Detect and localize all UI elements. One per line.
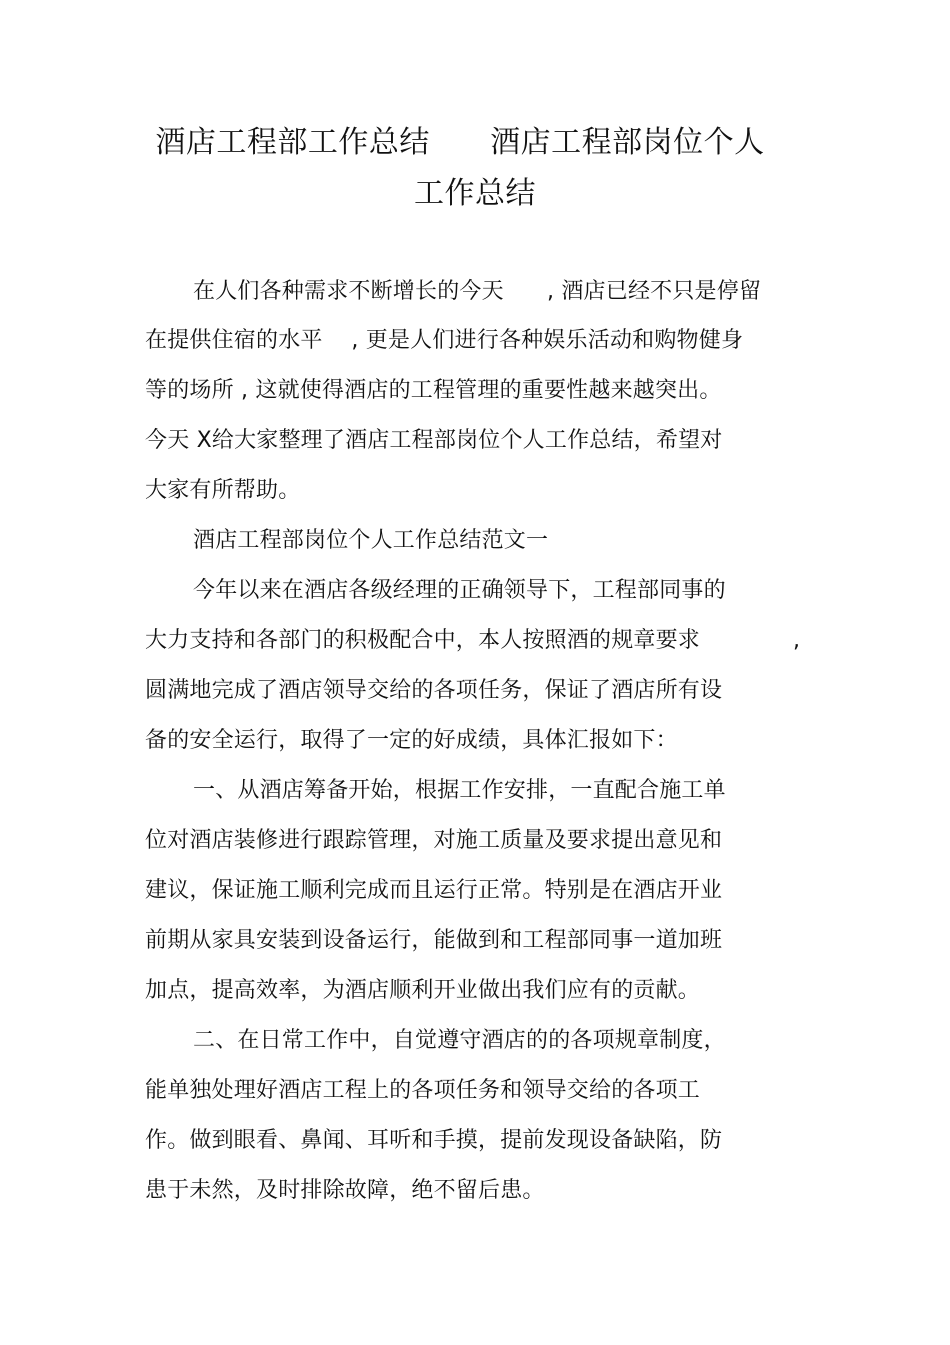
paragraph-line: 圆满地完成了酒店领导交给的各项任务，保证了酒店所有设 <box>145 678 723 703</box>
document-title-line-2: 工作总结 <box>414 176 536 211</box>
paragraph-line: 在人们各种需求不断增长的今天 , 酒店已经不只是停留 <box>193 279 762 304</box>
paragraph-line: 位对酒店装修进行跟踪管理，对施工质量及要求提出意见和 <box>145 828 723 853</box>
paragraph-line: 在提供住宿的水平 , 更是人们进行各种娱乐活动和购物健身 <box>145 328 744 353</box>
paragraph-line: 今年以来在酒店各级经理的正确领导下，工程部同事的 <box>193 578 726 603</box>
paragraph-line: 二、在日常工作中，自觉遵守酒店的的各项规章制度， <box>193 1028 726 1053</box>
section-heading: 酒店工程部岗位个人工作总结范文一 <box>193 528 549 553</box>
document-title-line-1: 酒店工程部工作总结 酒店工程部岗位个人 <box>155 125 765 160</box>
paragraph-line: 大家有所帮助。 <box>145 478 301 503</box>
paragraph-line: 加点，提高效率，为酒店顺利开业做出我们应有的贡献。 <box>145 978 701 1003</box>
paragraph-line: 大力支持和各部门的积极配合中，本人按照酒的规章要求 <box>145 628 701 653</box>
paragraph-line: 患于未然，及时排除故障，绝不留后患。 <box>145 1178 545 1203</box>
paragraph-line: 今天 X给大家整理了酒店工程部岗位个人工作总结，希望对 <box>145 428 723 453</box>
paragraph-line: 等的场所 , 这就使得酒店的工程管理的重要性越来越突出。 <box>145 378 722 403</box>
paragraph-line: 一、从酒店筹备开始，根据工作安排，一直配合施工单 <box>193 778 726 803</box>
paragraph-line: 备的安全运行，取得了一定的好成绩，具体汇报如下： <box>145 728 678 753</box>
paragraph-line: 能单独处理好酒店工程上的各项任务和领导交给的各项工 <box>145 1078 701 1103</box>
paragraph-line: 前期从家具安装到设备运行，能做到和工程部同事一道加班 <box>145 928 723 953</box>
stray-comma: , <box>793 628 800 653</box>
paragraph-line: 建议，保证施工顺利完成而且运行正常。特别是在酒店开业 <box>145 878 723 903</box>
paragraph-line: 作。做到眼看、鼻闻、耳听和手摸，提前发现设备缺陷，防 <box>145 1128 723 1153</box>
